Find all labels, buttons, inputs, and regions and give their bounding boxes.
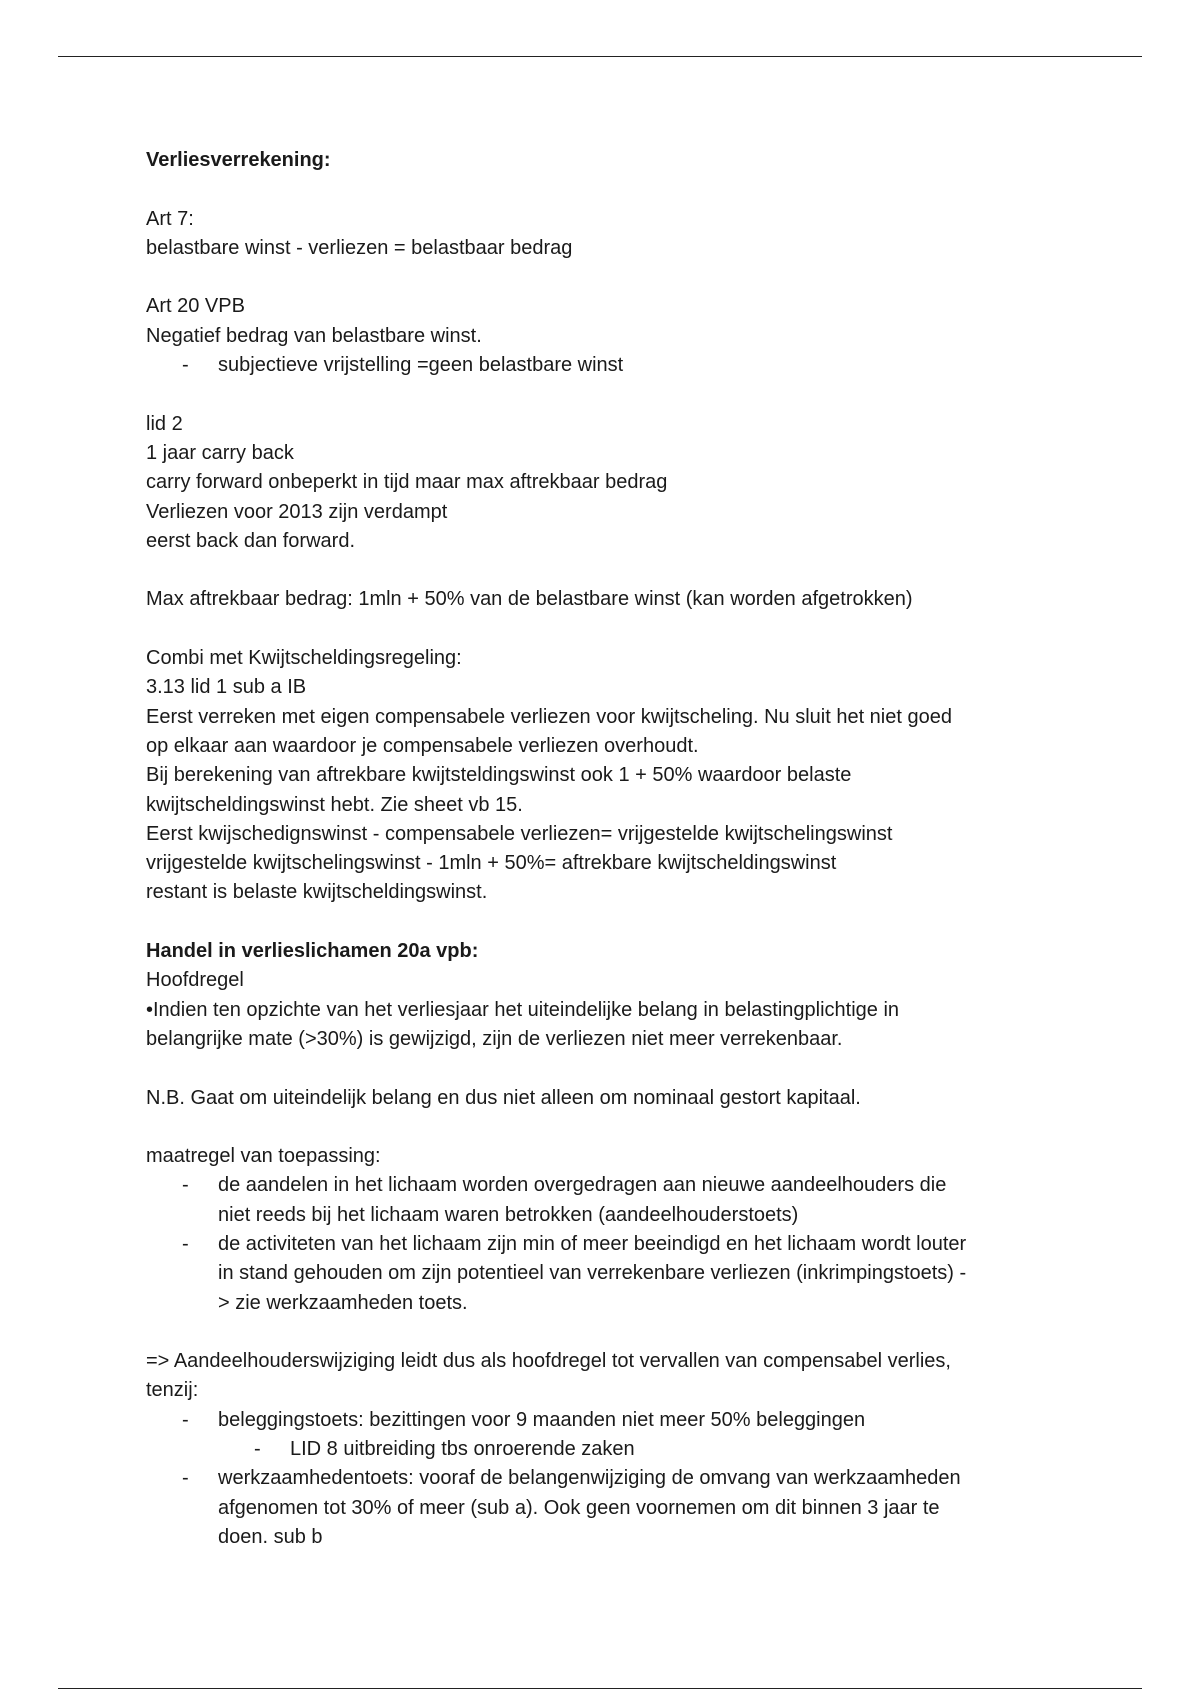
maatregel-heading: maatregel van toepassing: — [146, 1145, 381, 1168]
sub-list-item: - LID 8 uitbreiding tbs onroerende zaken — [146, 1435, 1066, 1464]
section-title-verliesverrekening: Verliesverrekening: — [146, 149, 331, 171]
art7-heading: Art 7: — [146, 207, 194, 230]
footer-rule — [58, 1688, 1142, 1689]
text-line: tenzij: — [146, 1379, 199, 1402]
hoofdregel-heading: Hoofdregel — [146, 969, 244, 992]
text-line: •Indien ten opzichte van het verliesjaar het uiteindelijke belang in belastingplichtige in — [146, 998, 900, 1021]
bullet-dash: - — [182, 1232, 189, 1255]
text-line: carry forward onbeperkt in tijd maar max aftrekbaar bedrag — [146, 471, 668, 494]
art20-description: Negatief bedrag van belastbare winst. — [146, 324, 482, 347]
text-line: Verliezen voor 2013 zijn verdampt — [146, 500, 448, 523]
text-line: Bij berekening van aftrekbare kwijtsteldingswinst ook 1 + 50% waardoor belaste — [146, 764, 852, 787]
text-line: 1 jaar carry back — [146, 441, 294, 464]
section-title-handel-verlieslichamen: Handel in verlieslichamen 20a vpb: — [146, 940, 479, 963]
document-body — [146, 146, 1066, 1552]
bullet-dash: - — [182, 1467, 189, 1490]
text-line: restant is belaste kwijtscheldingswinst. — [146, 881, 488, 904]
art20-heading: Art 20 VPB — [146, 295, 245, 318]
text-line: Eerst kwijschedignswinst - compensabele verliezen= vrijgestelde kwijtschelingswinst — [146, 822, 893, 845]
combi-heading: Combi met Kwijtscheldingsregeling: — [146, 647, 462, 670]
max-aftrekbaar: Max aftrekbaar bedrag: 1mln + 50% van de belastbare winst (kan worden afgetrokken) — [146, 588, 913, 611]
header-rule — [58, 56, 1142, 57]
art7-formula: belastbare winst - verliezen = belastbaar bedrag — [146, 236, 573, 259]
bullet-dash: - — [182, 1174, 189, 1197]
list-item: - de activiteten van het lichaam zijn min of meer beeindigd en het lichaam wordt louter in stand gehouden om zijn potentieel van verrekenbare verliezen (inkrimpingstoets) - > zie werkzaamheden toets. — [146, 1230, 1066, 1318]
text-line: kwijtscheldingswinst hebt. Zie sheet vb 15. — [146, 793, 523, 816]
bullet-dash: - — [182, 1408, 189, 1431]
text-line: Eerst verreken met eigen compensabele verliezen voor kwijtscheling. Nu sluit het niet goed — [146, 705, 952, 728]
bullet-dash: - — [254, 1438, 261, 1461]
text-line: op elkaar aan waardoor je compensabele verliezen overhoudt. — [146, 734, 699, 757]
bullet-dash: - — [182, 354, 189, 377]
text-line: eerst back dan forward. — [146, 529, 355, 552]
text-line: belangrijke mate (>30%) is gewijzigd, zijn de verliezen niet meer verrekenbaar. — [146, 1027, 843, 1050]
list-item: - werkzaamhedentoets: vooraf de belangenwijziging de omvang van werkzaamheden afgenomen tot 30% of meer (sub a). Ook geen voornemen om dit binnen 3 jaar te doen. sub b — [146, 1464, 1066, 1552]
text-line: vrijgestelde kwijtschelingswinst - 1mln + 50%= aftrekbare kwijtscheldingswinst — [146, 852, 837, 875]
nb-note: N.B. Gaat om uiteindelijk belang en dus niet alleen om nominaal gestort kapitaal. — [146, 1086, 861, 1109]
combi-reference: 3.13 lid 1 sub a IB — [146, 676, 307, 699]
list-item: - subjectieve vrijstelling =geen belastbare winst — [146, 351, 1066, 380]
text-line: => Aandeelhouderswijziging leidt dus als hoofdregel tot vervallen van compensabel verlies, — [146, 1350, 951, 1373]
list-item: - de aandelen in het lichaam worden overgedragen aan nieuwe aandeelhouders die niet reeds bij het lichaam waren betrokken (aandeelhouderstoets) — [146, 1171, 1066, 1230]
lid2-heading: lid 2 — [146, 412, 183, 435]
list-item: - beleggingstoets: bezittingen voor 9 maanden niet meer 50% beleggingen — [146, 1406, 1066, 1435]
